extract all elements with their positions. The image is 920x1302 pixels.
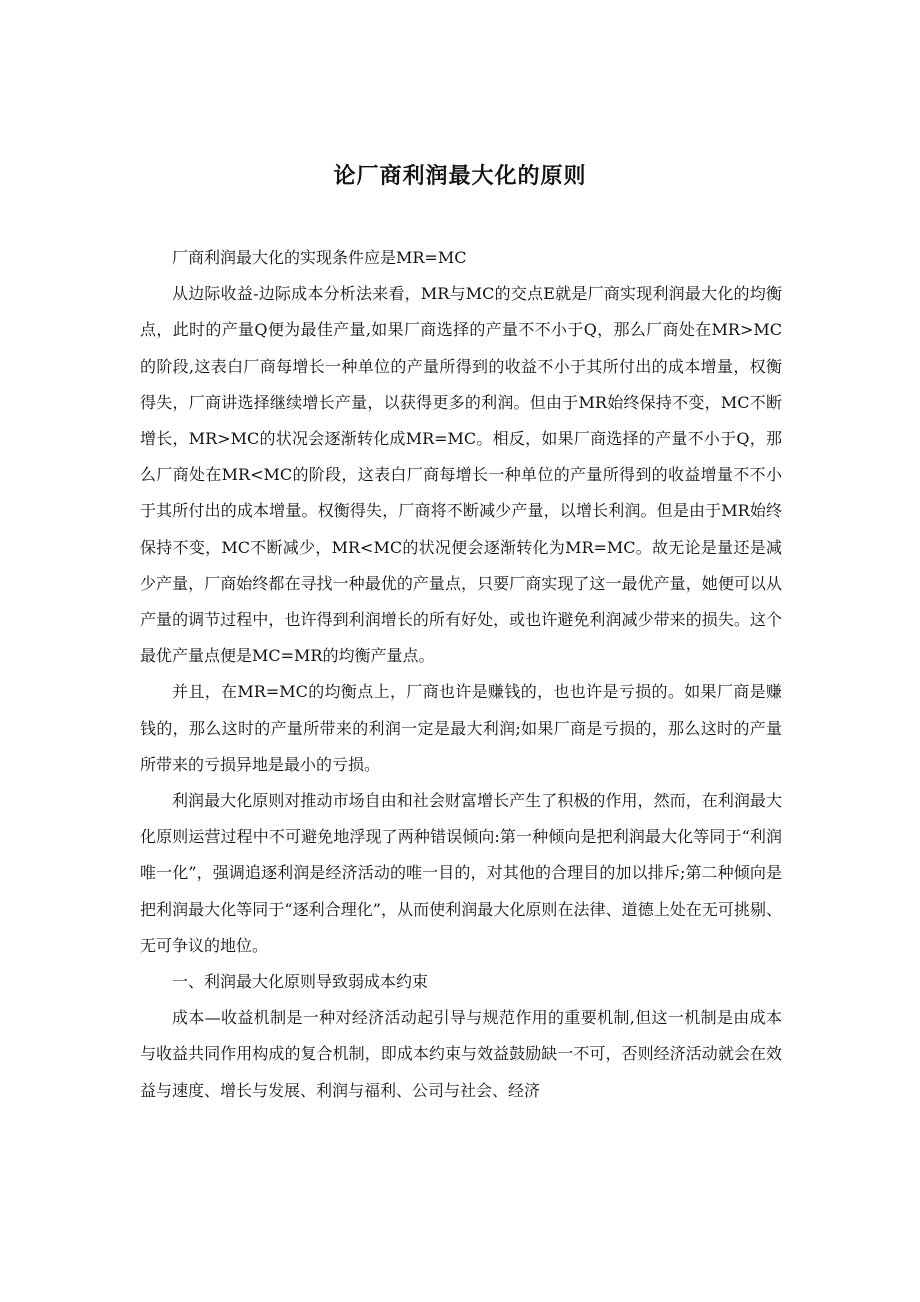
paragraph-equilibrium-profit-loss: 并且，在MR=MC的均衡点上，厂商也许是赚钱的，也也许是亏损的。如果厂商是赚钱的，那么这时的产量所带来的利润一定是最大利润;如果厂商是亏损的，那么这时的产量所带来的亏损异地是最小的亏损。 (140, 682, 782, 774)
paragraph-condition: 厂商利润最大化的实现条件应是MR=MC (172, 248, 467, 267)
paragraph-two-tendencies: 利润最大化原则对推动市场自由和社会财富增长产生了积极的作用，然而，在利润最大化原则运营过程中不可避免地浮现了两种错误倾向:第一种倾向是把利润最大化等同于“利润唯一化”，强调追逐利润是经济活动的唯一目的，对其他的合理目的加以排斥;第二种倾向是把利润最大化等同于“逐利合理化”，从而使利润最大化原则在法律、道德上处在无可挑剔、无可争议的地位。 (140, 791, 782, 955)
paragraph-cost-benefit-mechanism: 成本—收益机制是一种对经济活动起引导与规范作用的重要机制,但这一机制是由成本与收益共同作用构成的复合机制，即成本约束与效益鼓励缺一不可，否则经济活动就会在效益与速度、增长与发展、利润与福利、公司与社会、经济 (140, 1008, 782, 1100)
document-body (140, 240, 782, 1109)
section-heading-weak-cost-constraint: 一、利润最大化原则导致弱成本约束 (172, 972, 429, 992)
document-title: 论厂商利润最大化的原则 (333, 162, 587, 189)
paragraph-marginal-analysis: 从边际收益-边际成本分析法来看，MR与MC的交点E就是厂商实现利润最大化的均衡点，此时的产量Q便为最佳产量,如果厂商选择的产量不不小于Q，那么厂商处在MR>MC的阶段,这表白厂商每增长一种单位的产量所得到的收益不小于其所付出的成本增量，权衡得失，厂商讲选择继续增长产量，以获得更多的利润。但由于MR始终保持不变，MC不断增长，MR>MC的状况会逐渐转化成MR=MC。相反，如果厂商选择的产量不小于Q，那么厂商处在MR<MC的阶段，这表白厂商每增长一种单位的产量所得到的收益增量不不小于其所付出的成本增量。权衡得失，厂商将不断减少产量，以增长利润。但是由于MR始终保持不变，MC不断减少，MR<MC的状况便会逐渐转化为MR=MC。故无论是量还是减少产量，厂商始终都在寻找一种最优的产量点，只要厂商实现了这一最优产量，她便可以从产量的调节过程中，也许得到利润增长的所有好处，或也许避免利润减少带来的损失。这个最优产量点便是MC=MR的均衡产量点。 (140, 284, 782, 666)
